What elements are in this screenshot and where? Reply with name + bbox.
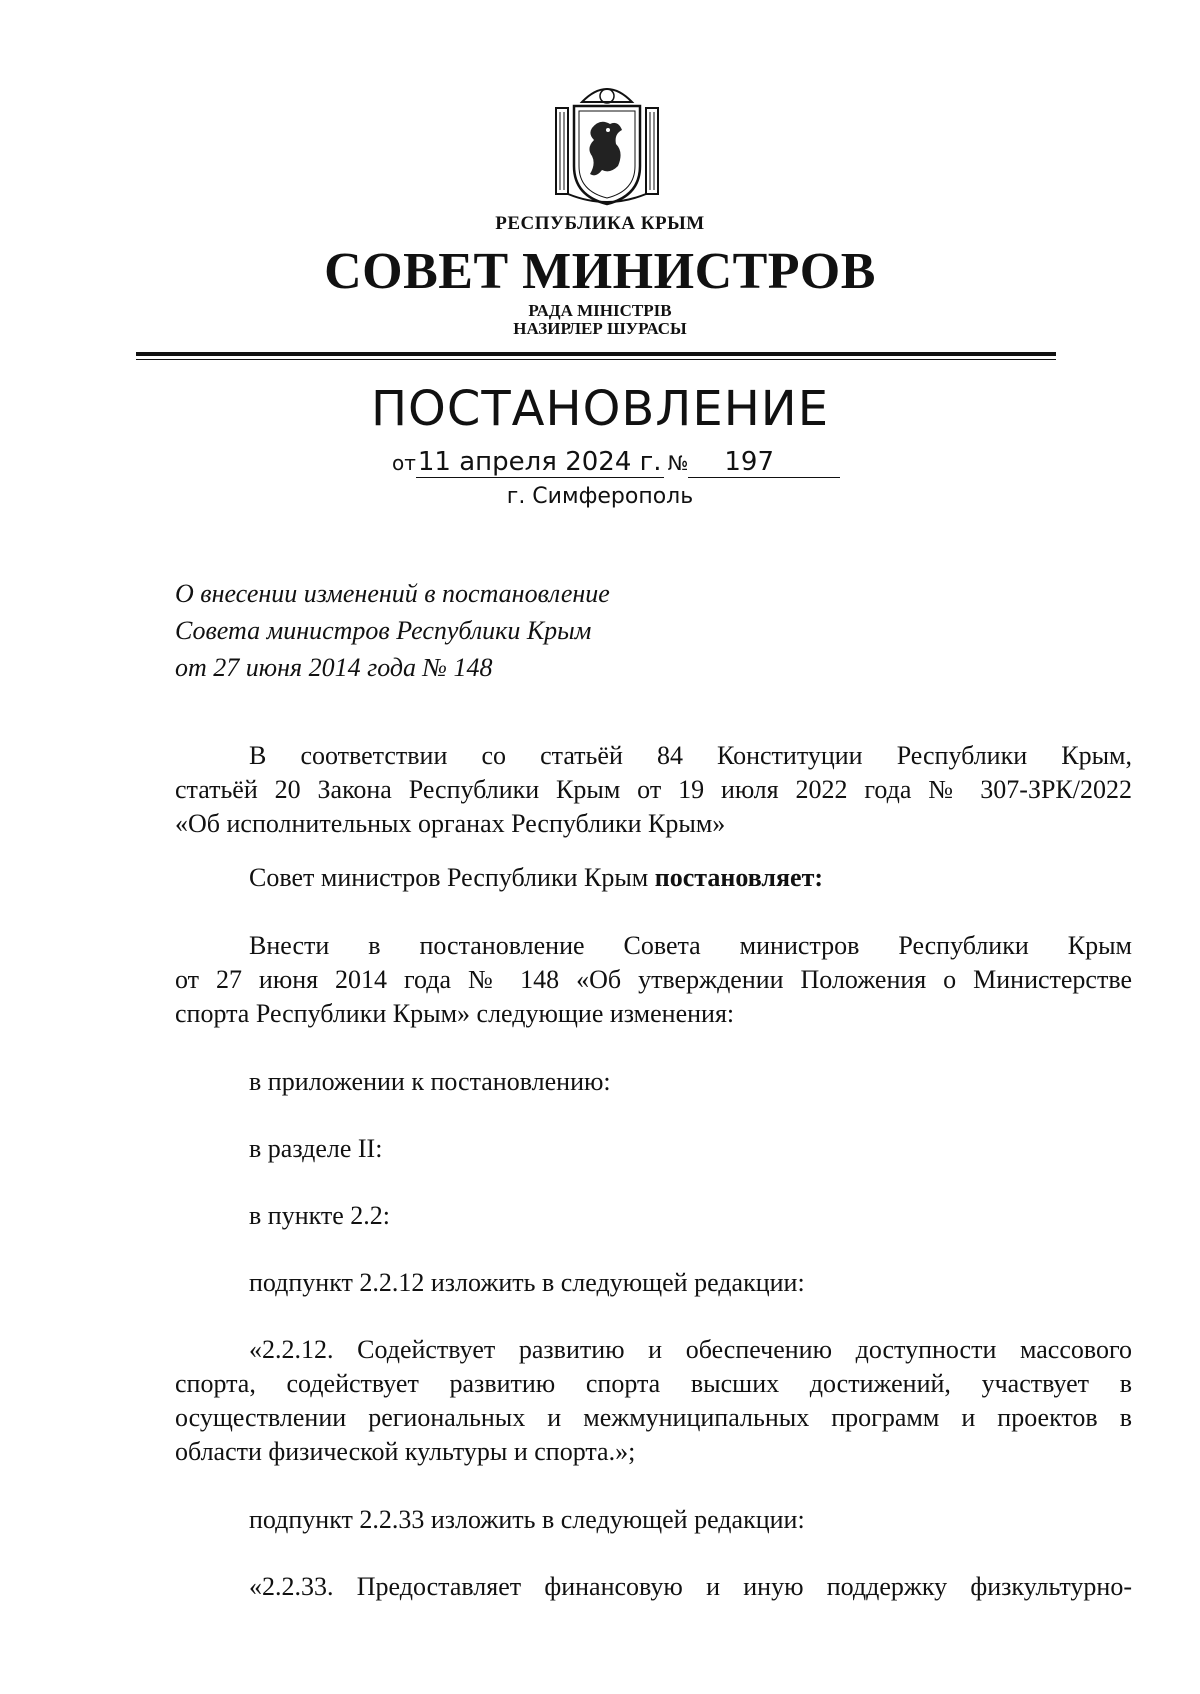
subject-line: от 27 июня 2014 года № 148 [175, 653, 493, 682]
paragraph-line: В соответствии со статьёй 84 Конституции Республики Крым, [249, 741, 1132, 770]
decree-date-number-line [392, 447, 840, 478]
paragraph-line: осуществлении региональных и межмуниципальных программ и проектов в [175, 1403, 1132, 1432]
subitem-33-text [175, 1570, 1132, 1604]
council-name-crimean-tatar: НАЗИРЛЕР ШУРАСЫ [513, 318, 687, 338]
paragraph-line: подпункт 2.2.33 изложить в следующей редакции: [249, 1505, 805, 1534]
paragraph-line: области физической культуры и спорта.»; [175, 1437, 636, 1466]
date-prefix: от [392, 451, 416, 475]
paragraph-line: в приложении к постановлению: [249, 1067, 611, 1096]
paragraph-line: спорта Республики Крым» следующие изменения: [175, 999, 735, 1028]
council-name: СОВЕТ МИНИСТРОВ [324, 243, 876, 300]
council-name-translations [0, 302, 1200, 338]
paragraph-line: «2.2.33. Предоставляет финансовую и иную поддержку физкультурно- [249, 1572, 1132, 1601]
item-line [175, 1199, 1132, 1233]
subitem-33-intro [175, 1503, 1132, 1537]
decree-city: г. Симферополь [506, 484, 694, 509]
paragraph-line: «2.2.12. Содействует развитию и обеспечению доступности массового [249, 1335, 1132, 1364]
paragraph-line: в разделе II: [249, 1134, 383, 1163]
decree-number: 197 [688, 447, 840, 478]
paragraph-line: «Об исполнительных органах Республики Крым» [175, 809, 726, 838]
decree-title: ПОСТАНОВЛЕНИЕ [370, 381, 830, 437]
council-name-ukrainian: РАДА МІНІСТРІВ [528, 301, 672, 320]
coat-of-arms-icon [552, 78, 662, 208]
paragraph-line: от 27 июня 2014 года № 148 «Об утверждении Положения о Министерстве [175, 965, 1132, 994]
appendix-line [175, 1065, 1132, 1099]
header-divider-thick [136, 352, 1056, 356]
number-sign: № [667, 451, 689, 475]
decree-subject [175, 575, 610, 686]
subject-line: Совета министров Республики Крым [175, 616, 592, 645]
paragraph-line: в пункте 2.2: [249, 1201, 391, 1230]
legal-basis-paragraph [175, 739, 1132, 841]
resolves-text: Совет министров Республики Крым [249, 863, 655, 892]
paragraph-line: Внести в постановление Совета министров Республики Крым [249, 931, 1132, 960]
subitem-12-intro [175, 1266, 1132, 1300]
resolves-keyword: постановляет: [654, 863, 824, 892]
subject-line: О внесении изменений в постановление [175, 579, 610, 608]
paragraph-line: спорта, содействует развитию спорта высших достижений, участвует в [175, 1369, 1132, 1398]
decree-date: 11 апреля 2024 г. [417, 447, 662, 477]
paragraph-line: подпункт 2.2.12 изложить в следующей редакции: [249, 1268, 805, 1297]
subitem-12-text [175, 1333, 1132, 1469]
amendment-paragraph [175, 929, 1132, 1031]
resolves-paragraph [175, 861, 1132, 895]
header-divider-thin [136, 359, 1056, 360]
section-line [175, 1132, 1132, 1166]
paragraph-line: статьёй 20 Закона Республики Крым от 19 июля 2022 года № 307-ЗРК/2022 [175, 775, 1132, 804]
republic-name: РЕСПУБЛИКА КРЫМ [495, 213, 705, 234]
